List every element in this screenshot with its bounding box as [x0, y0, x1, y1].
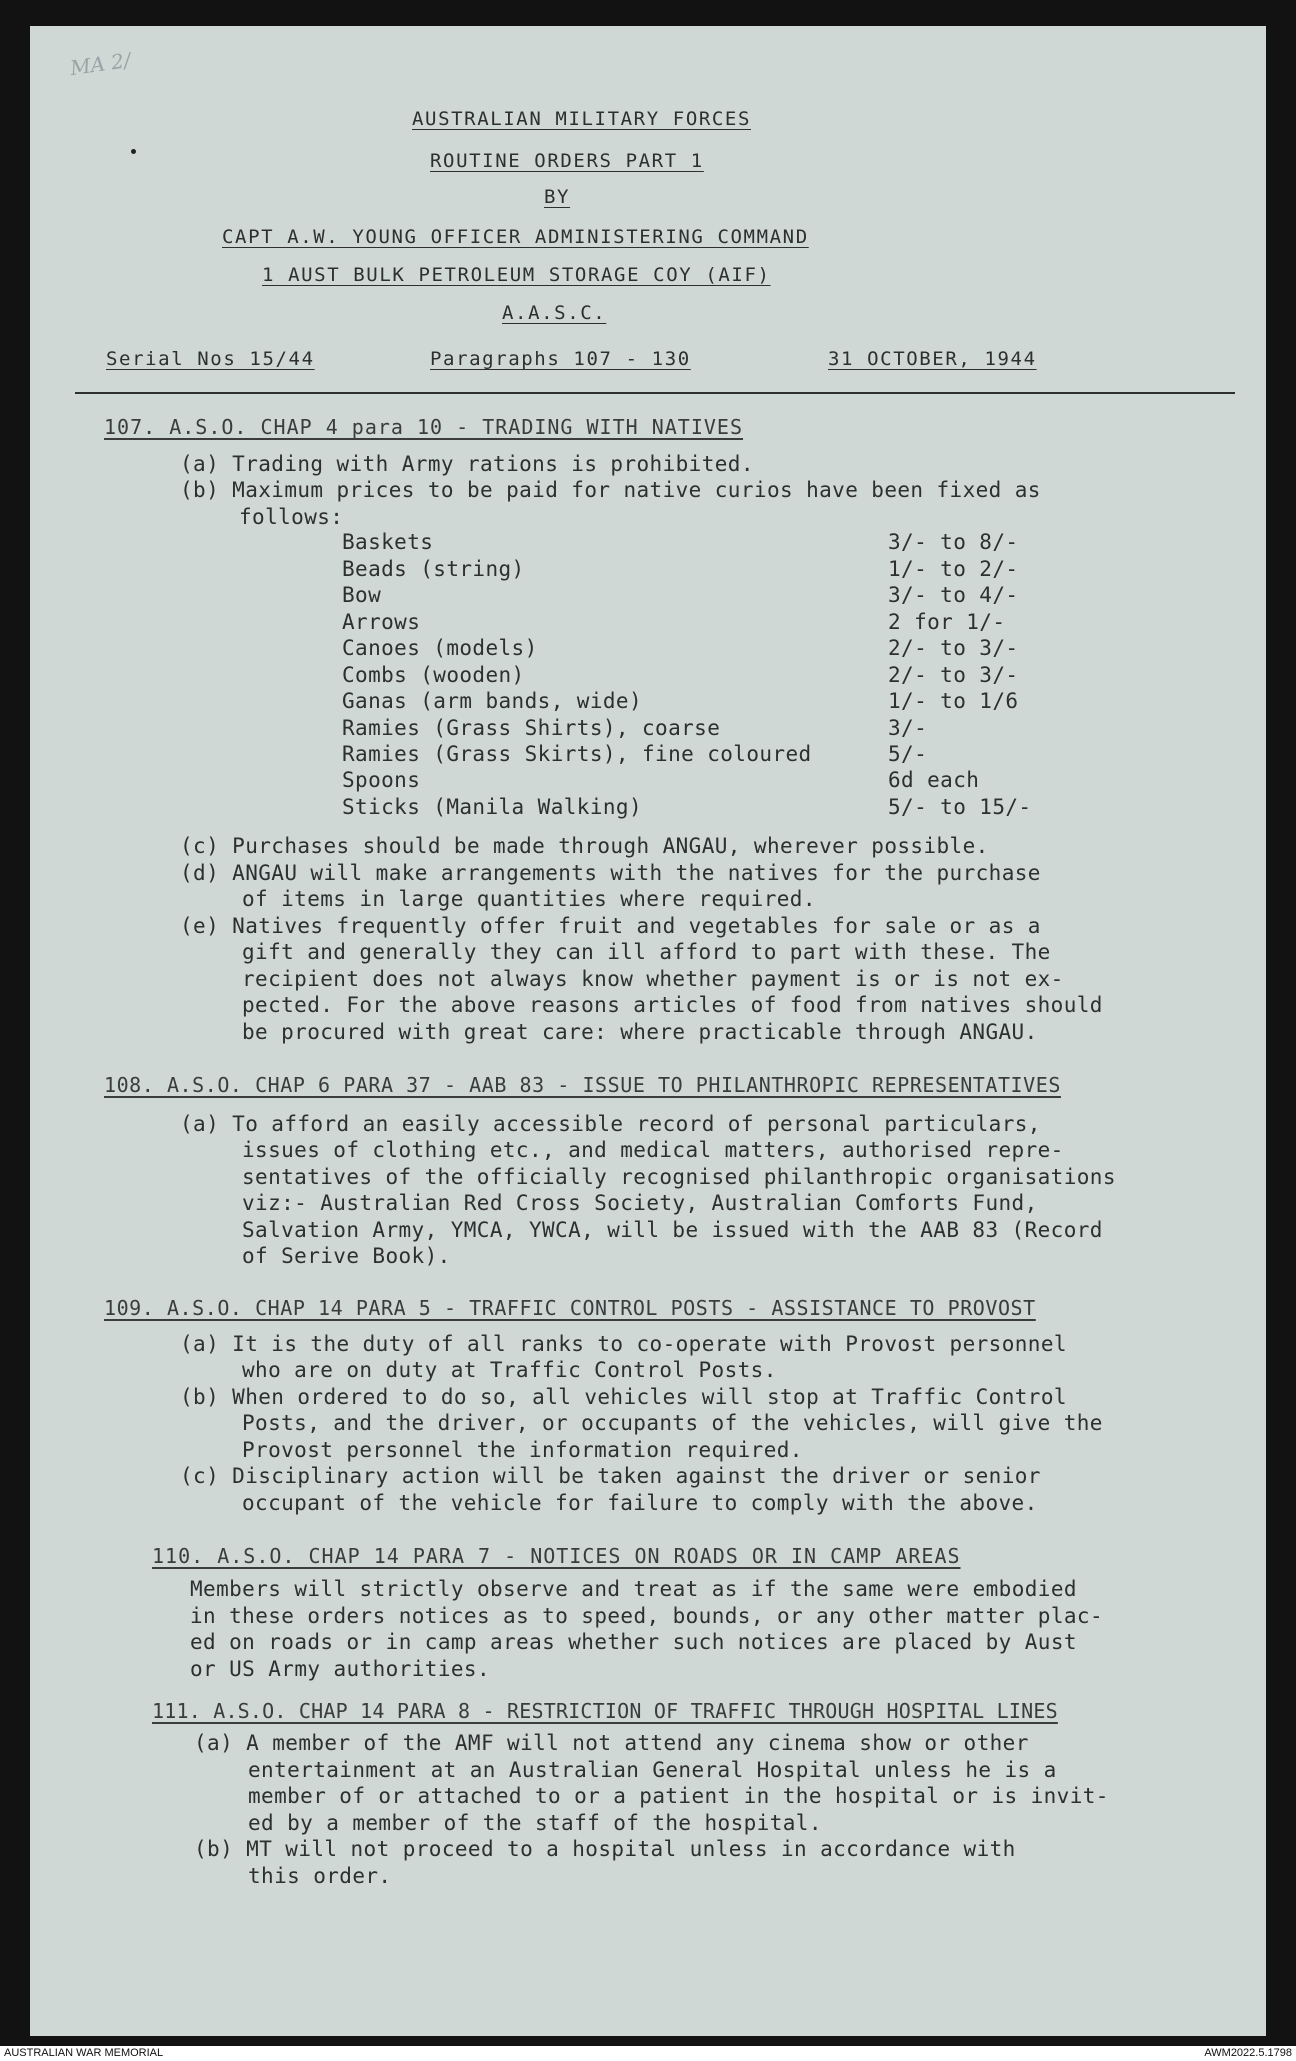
p107-e-line5: be procured with great care: where practicable through ANGAU. — [242, 1020, 1038, 1044]
header-unit: 1 AUST BULK PETROLEUM STORAGE COY (AIF) — [262, 264, 771, 286]
pencil-annotation: MA 2/ — [68, 47, 133, 81]
header-divider — [75, 392, 1235, 394]
p110-heading: 110. A.S.O. CHAP 14 PARA 7 - NOTICES ON ROADS OR IN CAMP AREAS — [152, 1544, 961, 1568]
price-value: 6d each — [888, 768, 980, 792]
serial-numbers: Serial Nos 15/44 — [106, 348, 315, 370]
p109-b-line1: (b) When ordered to do so, all vehicles will stop at Traffic Control — [180, 1385, 1067, 1409]
price-value: 1/- to 1/6 — [888, 689, 1019, 713]
p111-a-line2: entertainment at an Australian General Hospital unless he is a — [248, 1758, 1057, 1782]
p108-heading: 108. A.S.O. CHAP 6 PARA 37 - AAB 83 - ISSUE TO PHILANTHROPIC REPRESENTATIVES — [104, 1073, 1061, 1097]
p111-a-line3: member of or attached to or a patient in the hospital or is invit- — [248, 1784, 1109, 1808]
price-item: Beads (string) — [342, 557, 525, 581]
p107-d-line1: (d) ANGAU will make arrangements with the natives for the purchase — [180, 861, 1041, 885]
p107-e-line1: (e) Natives frequently offer fruit and vegetables for sale or as a — [180, 914, 1041, 938]
p107-e-line3: recipient does not always know whether payment is or is not ex- — [242, 967, 1064, 991]
price-item: Canoes (models) — [342, 636, 538, 660]
p108-a-line2: issues of clothing etc., and medical matters, authorised repre- — [242, 1138, 1064, 1162]
p108-a-line5: Salvation Army, YMCA, YWCA, will be issued with the AAB 83 (Record — [242, 1218, 1103, 1242]
price-item: Ramies (Grass Shirts), coarse — [342, 716, 721, 740]
price-item: Spoons — [342, 768, 421, 792]
p111-b-line1: (b) MT will not proceed to a hospital unless in accordance with — [194, 1837, 1016, 1861]
header-corps: A.A.S.C. — [502, 302, 607, 324]
price-value: 2/- to 3/- — [888, 663, 1019, 687]
p111-heading: 111. A.S.O. CHAP 14 PARA 8 - RESTRICTION OF TRAFFIC THROUGH HOSPITAL LINES — [152, 1699, 1058, 1723]
price-value: 1/- to 2/- — [888, 557, 1019, 581]
archive-name: AUSTRALIAN WAR MEMORIAL — [4, 2047, 164, 2059]
p109-b-line3: Provost personnel the information required. — [242, 1438, 803, 1462]
p110-line2: in these orders notices as to speed, bounds, or any other matter plac- — [190, 1604, 1104, 1628]
p107-b-line2: follows: — [239, 505, 344, 529]
p108-a-line3: sentatives of the officially recognised philanthropic organisations — [242, 1165, 1116, 1189]
p110-line3: ed on roads or in camp areas whether such notices are placed by Aust — [190, 1630, 1077, 1654]
price-value: 3/- to 4/- — [888, 583, 1019, 607]
price-item: Arrows — [342, 610, 421, 634]
p109-heading: 109. A.S.O. CHAP 14 PARA 5 - TRAFFIC CONTROL POSTS - ASSISTANCE TO PROVOST — [104, 1296, 1036, 1320]
header-officer: CAPT A.W. YOUNG OFFICER ADMINISTERING COMMAND — [222, 226, 809, 248]
price-item: Sticks (Manila Walking) — [342, 795, 642, 819]
p107-e-line2: gift and generally they can ill afford to part with these. The — [242, 940, 1051, 964]
price-value: 2 for 1/- — [888, 610, 1006, 634]
p107-c: (c) Purchases should be made through ANGAU, wherever possible. — [180, 834, 989, 858]
header-by: BY — [544, 186, 571, 208]
order-date: 31 OCTOBER, 1944 — [828, 348, 1037, 370]
p108-a-line1: (a) To afford an easily accessible record of personal particulars, — [180, 1112, 1041, 1136]
p110-line1: Members will strictly observe and treat as if the same were embodied — [190, 1577, 1077, 1601]
price-item: Ramies (Grass Skirts), fine coloured — [342, 742, 812, 766]
p111-b-line2: this order. — [248, 1864, 392, 1888]
price-value: 3/- — [888, 716, 928, 740]
p108-a-line6: of Serive Book). — [242, 1244, 451, 1268]
archive-reference: AWM2022.5.1798 — [1204, 2047, 1292, 2059]
p109-a-line1: (a) It is the duty of all ranks to co-operate with Provost personnel — [180, 1332, 1067, 1356]
price-value: 2/- to 3/- — [888, 636, 1019, 660]
p107-d-line2: of items in large quantities where required. — [242, 887, 816, 911]
price-item: Combs (wooden) — [342, 663, 525, 687]
price-item: Bow — [342, 583, 382, 607]
p109-b-line2: Posts, and the driver, or occupants of the vehicles, will give the — [242, 1411, 1103, 1435]
p108-a-line4: viz:- Australian Red Cross Society, Australian Comforts Fund, — [242, 1191, 1038, 1215]
price-item: Baskets — [342, 530, 434, 554]
price-value: 5/- — [888, 742, 928, 766]
p111-a-line1: (a) A member of the AMF will not attend any cinema show or other — [194, 1731, 1029, 1755]
p110-line4: or US Army authorities. — [190, 1657, 490, 1681]
p109-c-line2: occupant of the vehicle for failure to comply with the above. — [242, 1491, 1038, 1515]
p111-a-line4: ed by a member of the staff of the hospital. — [248, 1811, 822, 1835]
price-item: Ganas (arm bands, wide) — [342, 689, 642, 713]
p107-heading: 107. A.S.O. CHAP 4 para 10 - TRADING WITH NATIVES — [104, 415, 744, 439]
header-orders: ROUTINE ORDERS PART 1 — [430, 150, 704, 172]
ink-dot — [131, 149, 136, 154]
p109-c-line1: (c) Disciplinary action will be taken against the driver or senior — [180, 1464, 1041, 1488]
p107-a: (a) Trading with Army rations is prohibited. — [180, 452, 754, 476]
p107-b-line1: (b) Maximum prices to be paid for native curios have been fixed as — [180, 478, 1041, 502]
header-force: AUSTRALIAN MILITARY FORCES — [412, 108, 752, 130]
price-value: 5/- to 15/- — [888, 795, 1032, 819]
p109-a-line2: who are on duty at Traffic Control Posts. — [242, 1358, 777, 1382]
archive-footer — [0, 2046, 1296, 2061]
price-value: 3/- to 8/- — [888, 530, 1019, 554]
p107-e-line4: pected. For the above reasons articles of food from natives should — [242, 993, 1103, 1017]
paragraph-range: Paragraphs 107 - 130 — [430, 348, 691, 370]
